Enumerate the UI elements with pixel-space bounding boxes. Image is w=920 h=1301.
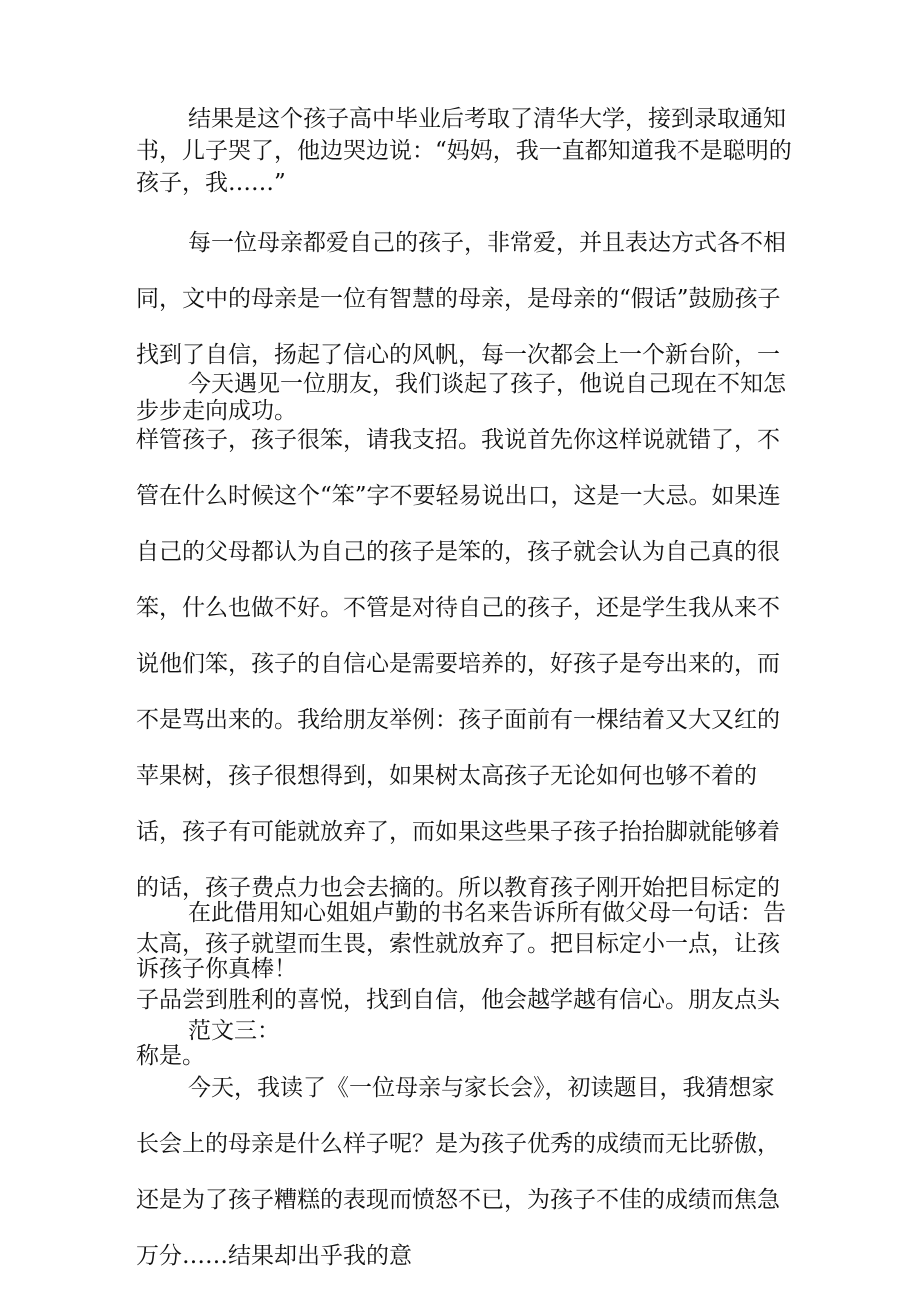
section-heading-sample-three: 范文三： [188,1018,280,1044]
paragraph-friend-conversation: 今天遇见一位朋友，我们谈起了孩子，他说自己现在不知怎样管孩子，孩子很笨，请我支招。我说首先你这样说就错了，不管在什么时候这个“笨”字不要轻易说出口，这是一大忌。如果连自己的父母都认为自己的孩子是笨的，孩子就会认为自己真的很笨，什么也做不好。不管是对待自己的孩子，还是学生我从来不说他们笨，孩子的自信心是需要培养的，好孩子是夸出来的，而不是骂出来的。我给朋友举例：孩子面前有一棵结着又大又红的苹果树，孩子很想得到，如果树太高孩子无论如何也够不着的话，孩子有可能就放弃了，而如果这些果子孩子抬抬脚就能够着的话，孩子费点力也会去摘的。所以教育孩子刚开始把目标定的太高，孩子就望而生畏，索性就放弃了。把目标定小一点，让孩子品尝到胜利的喜悦，找到自信，他会越学越有信心。朋友点头称是。 [136,371,786,1069]
paragraph-result: 结果是这个孩子高中毕业后考取了清华大学，接到录取通知书，儿子哭了，他边哭边说：“妈妈，我一直都知道我不是聪明的孩子，我……” [136,106,792,196]
paragraph-closing-quote: 在此借用知心姐姐卢勤的书名来告诉所有做父母一句话：告诉孩子你真棒！ [136,900,786,982]
paragraph-mother-love: 每一位母亲都爱自己的孩子，非常爱，并且表达方式各不相同，文中的母亲是一位有智慧的母亲，是母亲的“假话”鼓励孩子找到了自信，扬起了信心的风帆，每一次都会上一个新台阶，一步步走向成功。 [136,230,786,424]
paragraph-sample-three-body: 今天，我读了《一位母亲与家长会》，初读题目，我猜想家长会上的母亲是什么样子呢？是为孩子优秀的成绩而无比骄傲，还是为了孩子糟糕的表现而愤怒不已，为孩子不佳的成绩而焦急万分……结果却出乎我的意 [136,1075,780,1269]
